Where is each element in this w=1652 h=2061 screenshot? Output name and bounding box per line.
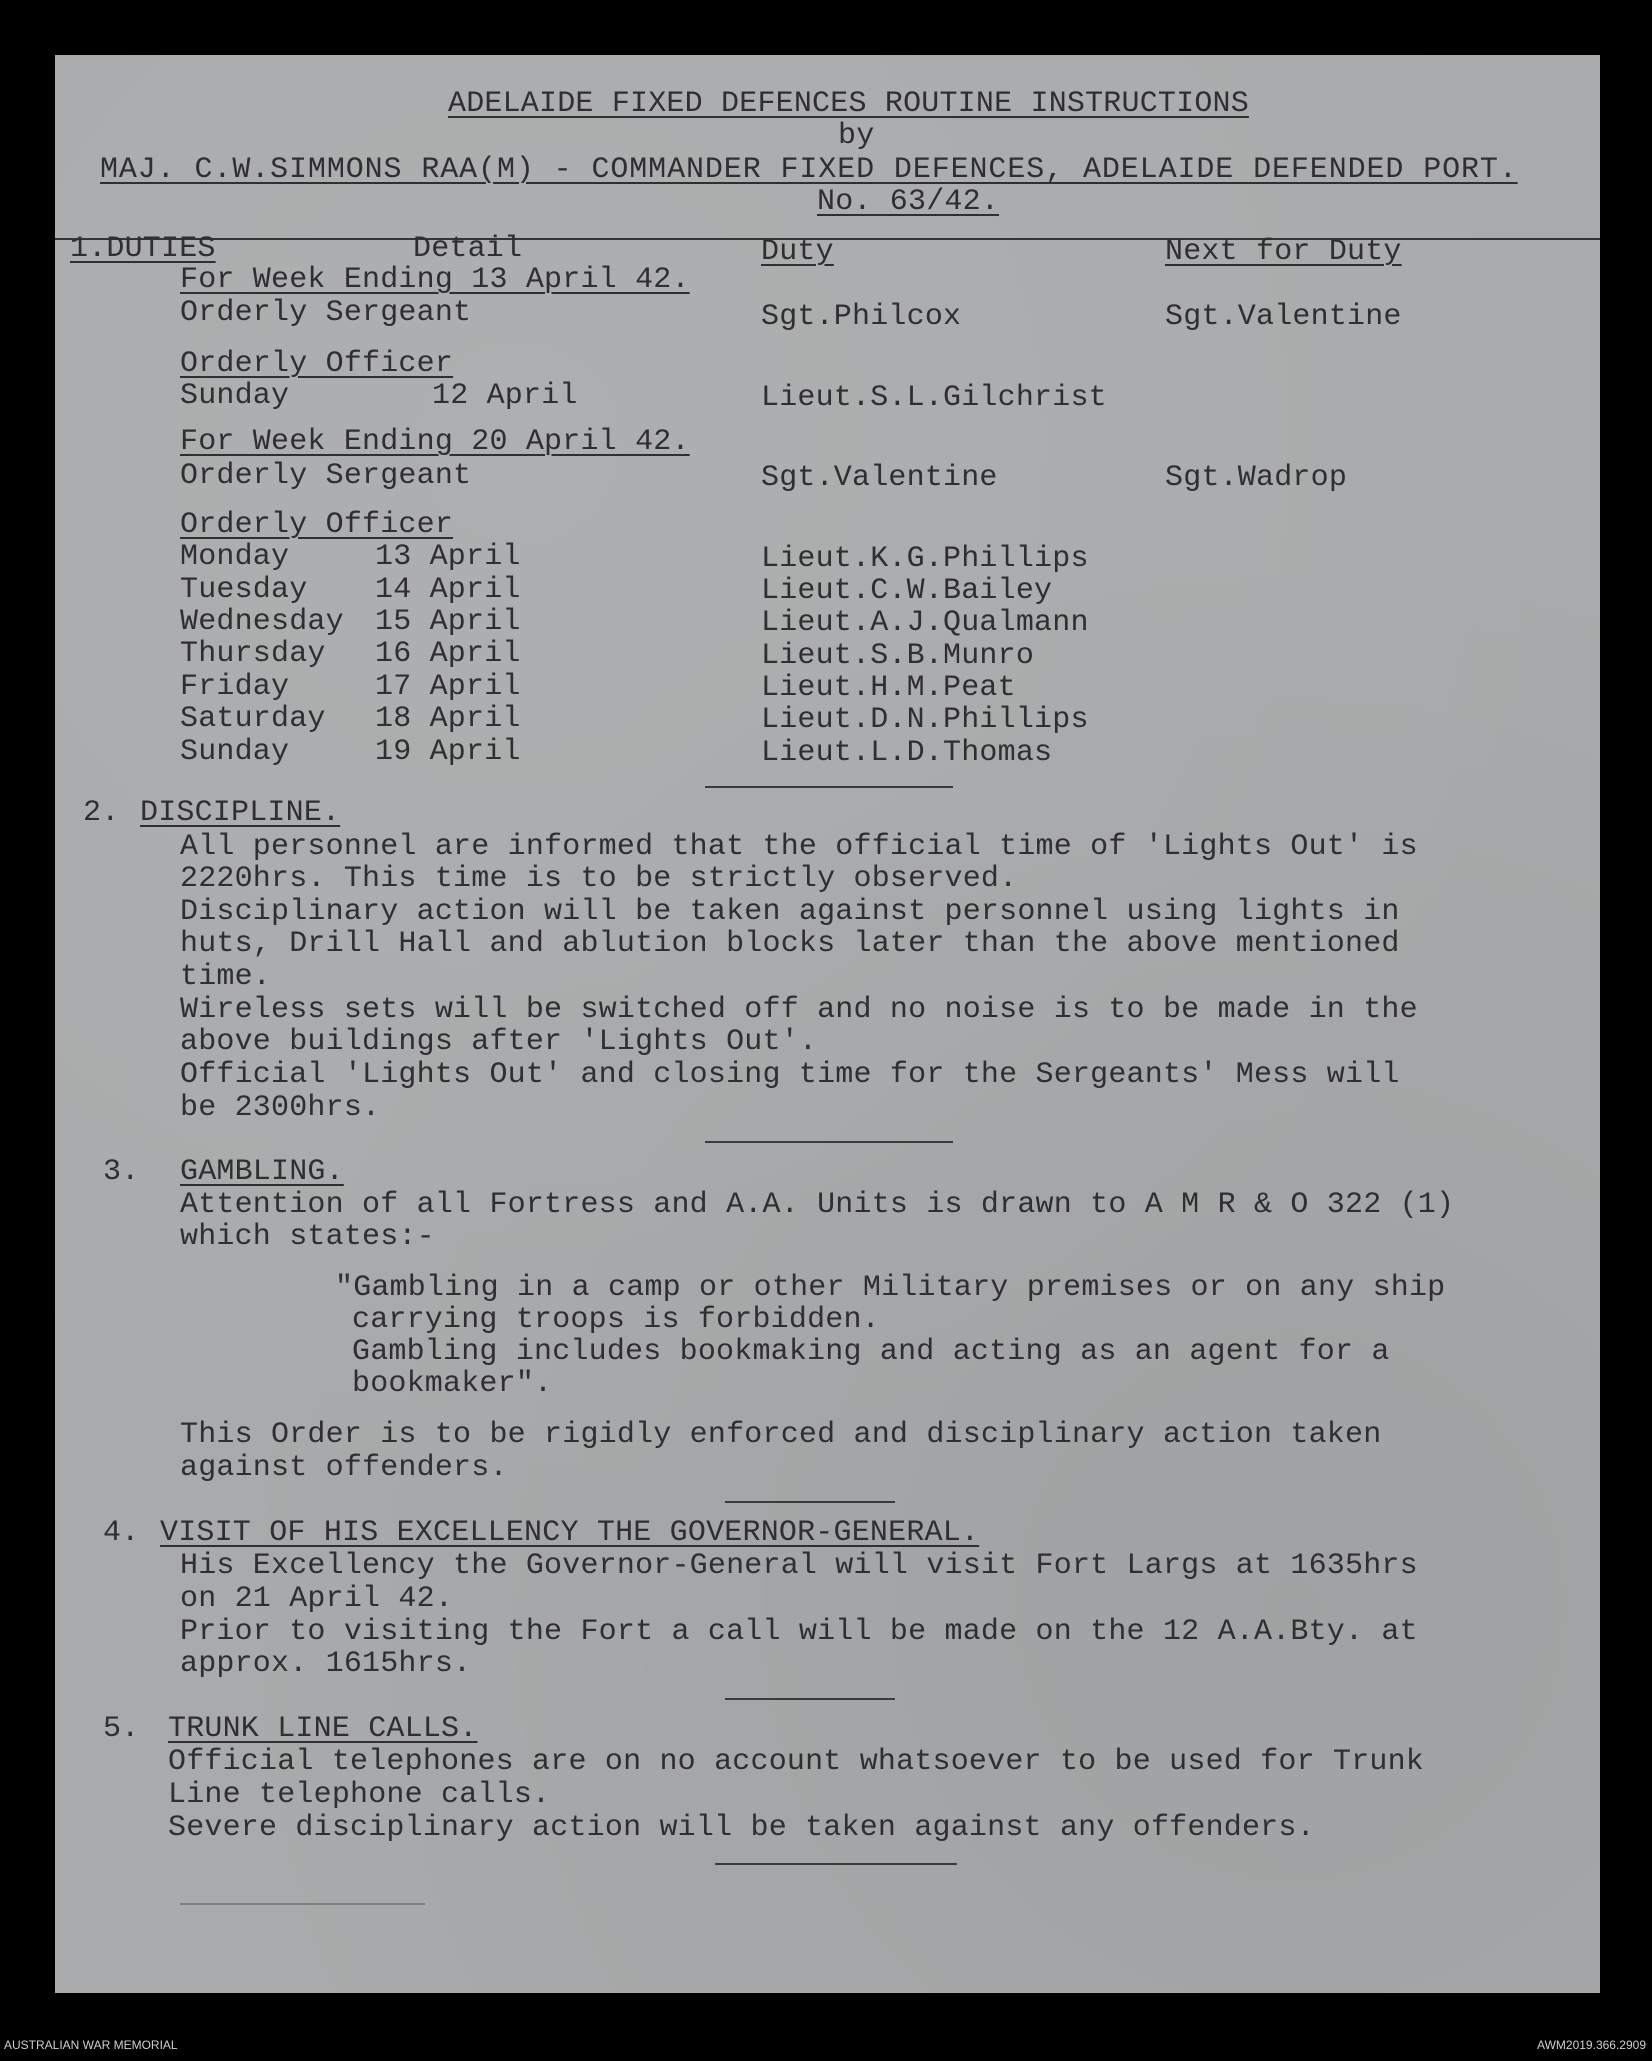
section-divider — [725, 1501, 895, 1503]
quote-line: carrying troops is forbidden. — [352, 1303, 880, 1337]
body-line: which states:- — [180, 1220, 435, 1254]
footer-archive-name: AUSTRALIAN WAR MEMORIAL — [4, 2038, 178, 2052]
body-line: huts, Drill Hall and ablution blocks later than the above mentioned — [180, 927, 1400, 961]
w1-day: Sunday — [180, 379, 290, 413]
body-line: This Order is to be rigidly enforced and disciplinary action taken — [180, 1418, 1382, 1452]
body-line: Attention of all Fortress and A.A. Units is drawn to A M R & O 322 (1) — [180, 1188, 1455, 1222]
duties-heading: 1.DUTIES — [70, 232, 216, 266]
body-line: 2220hrs. This time is to be strictly observed. — [180, 862, 1018, 896]
body-line: Line telephone calls. — [168, 1778, 551, 1812]
roster-day: Tuesday — [180, 573, 308, 607]
body-line: on 21 April 42. — [180, 1582, 454, 1616]
body-line: His Excellency the Governor-General will visit Fort Largs at 1635hrs — [180, 1549, 1418, 1583]
body-line: All personnel are informed that the official time of 'Lights Out' is — [180, 830, 1418, 864]
w1-sergeant-next: Sgt.Valentine — [1165, 300, 1402, 334]
w1-officer-label: Orderly Officer — [180, 347, 454, 381]
quote-line: Gambling includes bookmaking and acting as an agent for a — [352, 1335, 1390, 1369]
section-divider — [705, 1141, 953, 1143]
w2-sergeant-next: Sgt.Wadrop — [1165, 461, 1348, 495]
body-line: Disciplinary action will be taken against personnel using lights in — [180, 895, 1400, 929]
roster-date: 17 April — [375, 670, 521, 704]
body-line: time. — [180, 960, 272, 994]
week1-heading: For Week Ending 13 April 42. — [180, 263, 690, 297]
w1-officer-duty: Lieut.S.L.Gilchrist — [761, 381, 1107, 415]
discipline-number: 2. — [83, 796, 120, 830]
col-detail: Detail — [413, 232, 523, 266]
body-line: Prior to visiting the Fort a call will be made on the 12 A.A.Bty. at — [180, 1615, 1418, 1649]
body-line: be 2300hrs. — [180, 1091, 381, 1125]
w1-date: 12 April — [432, 379, 578, 413]
body-line: approx. 1615hrs. — [180, 1647, 472, 1681]
visit-number: 4. — [103, 1516, 140, 1550]
body-line: against offenders. — [180, 1451, 508, 1485]
roster-date: 14 April — [375, 573, 521, 607]
roster-day: Sunday — [180, 735, 290, 769]
roster-day: Wednesday — [180, 605, 344, 639]
visit-heading: VISIT OF HIS EXCELLENCY THE GOVERNOR-GENERAL. — [160, 1516, 980, 1550]
w1-sergeant-duty: Sgt.Philcox — [761, 300, 962, 334]
roster-officer: Lieut.D.N.Phillips — [761, 703, 1089, 737]
roster-date: 13 April — [375, 540, 521, 574]
roster-officer: Lieut.K.G.Phillips — [761, 542, 1089, 576]
roster-day: Thursday — [180, 637, 326, 671]
roster-date: 16 April — [375, 637, 521, 671]
section-divider — [705, 786, 953, 788]
section-divider — [715, 1863, 957, 1865]
body-line: Severe disciplinary action will be taken against any offenders. — [168, 1811, 1315, 1845]
body-line: Wireless sets will be switched off and no noise is to be made in the — [180, 993, 1418, 1027]
col-next-for-duty: Next for Duty — [1165, 235, 1402, 269]
col-duty: Duty — [761, 235, 834, 269]
roster-date: 18 April — [375, 702, 521, 736]
roster-officer: Lieut.A.J.Qualmann — [761, 606, 1089, 640]
roster-officer: Lieut.S.B.Munro — [761, 639, 1035, 673]
trunk-number: 5. — [103, 1712, 140, 1746]
roster-date: 19 April — [375, 735, 521, 769]
w2-officer-label: Orderly Officer — [180, 508, 454, 542]
document-number: No. 63/42. — [817, 185, 1000, 219]
body-line: above buildings after 'Lights Out'. — [180, 1025, 818, 1059]
roster-day: Saturday — [180, 702, 326, 736]
footer-archive-id: AWM2019.366.2909 — [1537, 2038, 1646, 2052]
body-line: Official 'Lights Out' and closing time for the Sergeants' Mess will — [180, 1058, 1400, 1092]
document-sheet — [55, 55, 1600, 1993]
w2-sergeant-duty: Sgt.Valentine — [761, 461, 998, 495]
body-line: Official telephones are on no account whatsoever to be used for Trunk — [168, 1745, 1425, 1779]
w1-sergeant-label: Orderly Sergeant — [180, 296, 472, 330]
gambling-number: 3. — [103, 1155, 140, 1189]
week2-heading: For Week Ending 20 April 42. — [180, 425, 690, 459]
roster-officer: Lieut.L.D.Thomas — [761, 736, 1053, 770]
document-title: ADELAIDE FIXED DEFENCES ROUTINE INSTRUCTIONS — [448, 87, 1249, 121]
w2-sergeant-label: Orderly Sergeant — [180, 459, 472, 493]
roster-officer: Lieut.H.M.Peat — [761, 671, 1016, 705]
roster-day: Friday — [180, 670, 290, 704]
quote-line: bookmaker". — [352, 1367, 553, 1401]
document-by: by — [838, 119, 875, 153]
section-divider — [725, 1698, 895, 1700]
document-author: MAJ. C.W.SIMMONS RAA(M) - COMMANDER FIXED DEFENCES, ADELAIDE DEFENDED PORT. — [100, 153, 1518, 187]
faint-rule — [180, 1903, 425, 1905]
quote-line: "Gambling in a camp or other Military premises or on any ship — [335, 1271, 1446, 1305]
trunk-heading: TRUNK LINE CALLS. — [168, 1712, 478, 1746]
roster-date: 15 April — [375, 605, 521, 639]
roster-officer: Lieut.C.W.Bailey — [761, 574, 1053, 608]
roster-day: Monday — [180, 540, 290, 574]
gambling-heading: GAMBLING. — [180, 1155, 344, 1189]
discipline-heading: DISCIPLINE. — [140, 796, 341, 830]
